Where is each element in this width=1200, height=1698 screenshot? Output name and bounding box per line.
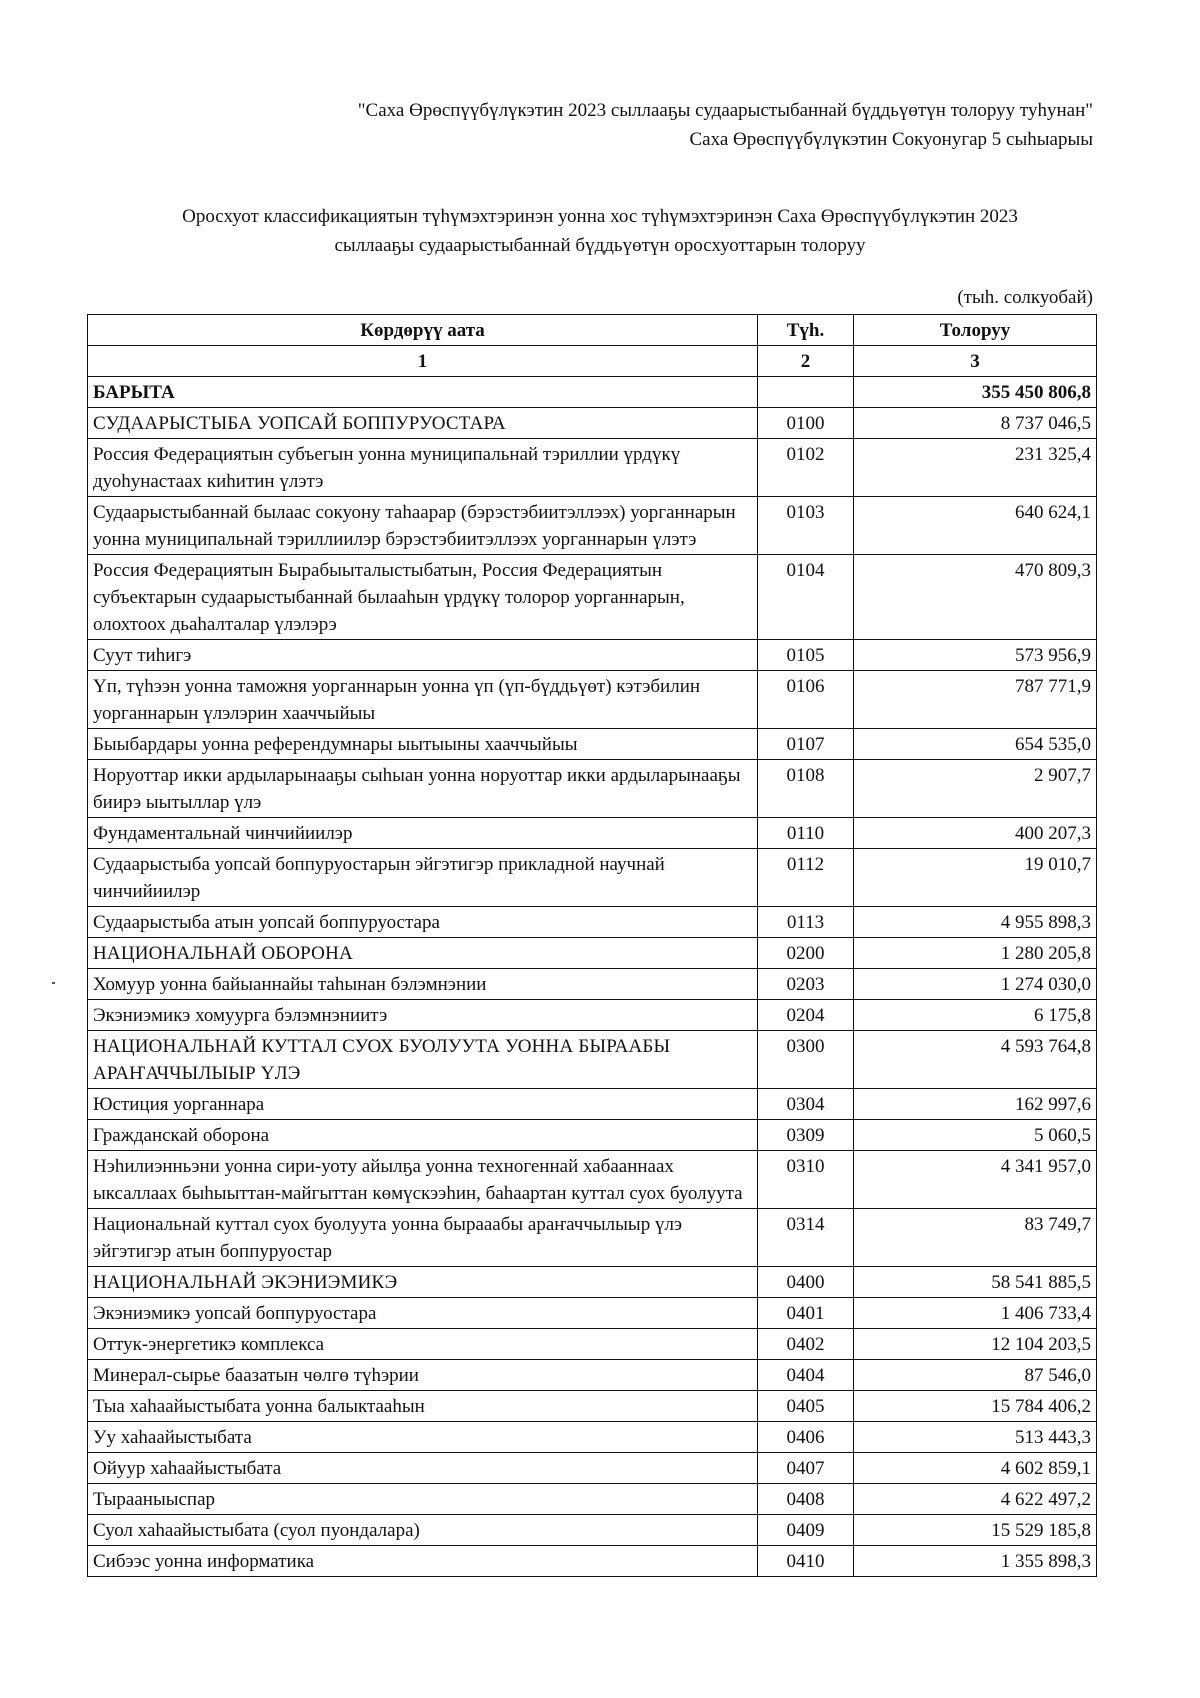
table-row [88, 1453, 1097, 1484]
row-value-cell: 162 997,6 [854, 1089, 1097, 1120]
table-header-row [88, 315, 1097, 346]
row-code-cell: 0100 [758, 408, 854, 439]
row-value-cell: 4 341 957,0 [854, 1151, 1097, 1209]
row-name-cell: Суол хаһаайыстыбата (суол пуондалара) [88, 1515, 758, 1546]
row-value-cell: 4 955 898,3 [854, 907, 1097, 938]
column-header-value: Толоруу [854, 315, 1097, 346]
row-name-cell: Хомуур уонна байыаннайы таһынан бэлэмнэнии [88, 969, 758, 1000]
row-value-cell: 400 207,3 [854, 818, 1097, 849]
table-row [88, 1422, 1097, 1453]
row-name-cell: СУДААРЫСТЫБА УОПСАЙ БОППУРУОСТАРА [88, 408, 758, 439]
row-value-cell: 573 956,9 [854, 640, 1097, 671]
table-row [88, 1089, 1097, 1120]
row-code-cell: 0102 [758, 439, 854, 497]
row-code-cell: 0409 [758, 1515, 854, 1546]
row-code-cell: 0314 [758, 1209, 854, 1267]
law-reference [358, 96, 1093, 154]
row-code-cell: 0310 [758, 1151, 854, 1209]
row-value-cell: 231 325,4 [854, 439, 1097, 497]
row-code-cell: 0200 [758, 938, 854, 969]
row-name-cell: Фундаментальнай чинчийиилэр [88, 818, 758, 849]
document-title [80, 202, 1120, 260]
row-code-cell: 0404 [758, 1360, 854, 1391]
row-value-cell: 1 280 205,8 [854, 938, 1097, 969]
row-value-cell: 83 749,7 [854, 1209, 1097, 1267]
row-value-cell: 6 175,8 [854, 1000, 1097, 1031]
row-value-cell: 640 624,1 [854, 497, 1097, 555]
row-name-cell: НАЦИОНАЛЬНАЙ ОБОРОНА [88, 938, 758, 969]
row-value-cell: 513 443,3 [854, 1422, 1097, 1453]
table-row [88, 1209, 1097, 1267]
row-value-cell: 15 529 185,8 [854, 1515, 1097, 1546]
row-name-cell: Оттук-энергетикэ комплекса [88, 1329, 758, 1360]
law-reference-line-1: "Саха Өрөспүүбүлүкэтин 2023 сыллааҕы судаарыстыбаннай бүддьүөтүн толоруу туһунан" [357, 100, 1093, 121]
row-code-cell: 0107 [758, 729, 854, 760]
row-code-cell: 0400 [758, 1267, 854, 1298]
table-row [88, 1546, 1097, 1577]
row-value-cell: 15 784 406,2 [854, 1391, 1097, 1422]
table-row [88, 640, 1097, 671]
row-value-cell: 470 809,3 [854, 555, 1097, 640]
row-code-cell: 0112 [758, 849, 854, 907]
row-name-cell: Судаарыстыба уопсай боппуруостарын эйгэтигэр прикладной научнай чинчийиилэр [88, 849, 758, 907]
row-code-cell: 0407 [758, 1453, 854, 1484]
row-code-cell: 0204 [758, 1000, 854, 1031]
row-value-cell: 8 737 046,5 [854, 408, 1097, 439]
row-code-cell: 0110 [758, 818, 854, 849]
row-name-cell: Судаарыстыбаннай былаас сокуону таһаарар (бэрэстэбиитэллээх) уорганнарын уонна муниципальнай тэриллиилэр бэрэстэбиитэллээх уорганнарын үлэтэ [88, 497, 758, 555]
table-row [88, 1484, 1097, 1515]
table-row [88, 969, 1097, 1000]
row-code-cell: 0406 [758, 1422, 854, 1453]
row-name-cell: НАЦИОНАЛЬНАЙ КУТТАЛ СУОХ БУОЛУУТА УОННА БЫРААБЫ АРАҤАЧЧЫЛЫЫР ҮЛЭ [88, 1031, 758, 1089]
table-row [88, 1515, 1097, 1546]
row-value-cell: 355 450 806,8 [854, 377, 1097, 408]
row-name-cell: Экэниэмикэ уопсай боппуруостара [88, 1298, 758, 1329]
row-name-cell: Норуоттар икки ардыларынааҕы сыһыан уонна норуоттар икки ардыларынааҕы биирэ ыытыллар үлэ [88, 760, 758, 818]
row-value-cell: 654 535,0 [854, 729, 1097, 760]
row-name-cell: Тыа хаһаайыстыбата уонна балыктааһын [88, 1391, 758, 1422]
table-row [88, 938, 1097, 969]
row-value-cell: 4 602 859,1 [854, 1453, 1097, 1484]
row-code-cell: 0105 [758, 640, 854, 671]
row-code-cell: 0304 [758, 1089, 854, 1120]
row-name-cell: Тырааныыспар [88, 1484, 758, 1515]
row-value-cell: 1 274 030,0 [854, 969, 1097, 1000]
table-row [88, 729, 1097, 760]
row-code-cell: 0106 [758, 671, 854, 729]
table-row [88, 1360, 1097, 1391]
row-code-cell [758, 377, 854, 408]
table-row [88, 1000, 1097, 1031]
table-row [88, 1267, 1097, 1298]
row-name-cell: БАРЫТА [88, 377, 758, 408]
row-name-cell: Россия Федерациятын субъегын уонна муниципальнай тэриллии үрдүкү дуоһунастаах киһитин үлэтэ [88, 439, 758, 497]
row-value-cell: 87 546,0 [854, 1360, 1097, 1391]
table-row [88, 849, 1097, 907]
row-code-cell: 0103 [758, 497, 854, 555]
table-row [88, 1031, 1097, 1089]
row-value-cell: 4 622 497,2 [854, 1484, 1097, 1515]
row-code-cell: 0402 [758, 1329, 854, 1360]
row-code-cell: 0408 [758, 1484, 854, 1515]
table-row [88, 1298, 1097, 1329]
row-value-cell: 12 104 203,5 [854, 1329, 1097, 1360]
row-name-cell: Нэһилиэнньэни уонна сири-уоту айылҕа уонна техногеннай хабааннаах ыксаллаах быһыыттан-майгыттан көмүскээһин, баһаартан куттал суох буолуута [88, 1151, 758, 1209]
row-name-cell: НАЦИОНАЛЬНАЙ ЭКЭНИЭМИКЭ [88, 1267, 758, 1298]
column-number-row [88, 346, 1097, 377]
row-name-cell: Судаарыстыба атын уопсай боппуруостара [88, 907, 758, 938]
row-code-cell: 0203 [758, 969, 854, 1000]
row-value-cell: 1 406 733,4 [854, 1298, 1097, 1329]
row-value-cell: 2 907,7 [854, 760, 1097, 818]
table-row [88, 1120, 1097, 1151]
document-title-line-1: Оросхуот классификациятын түһүмэхтэринэн уонна хос түһүмэхтэринэн Саха Өрөспүүбүлүкэтин 2023 [182, 206, 1018, 227]
row-value-cell: 4 593 764,8 [854, 1031, 1097, 1089]
row-value-cell: 58 541 885,5 [854, 1267, 1097, 1298]
row-code-cell: 0113 [758, 907, 854, 938]
budget-table-body [88, 377, 1097, 1577]
row-name-cell: Гражданскай оборона [88, 1120, 758, 1151]
row-code-cell: 0300 [758, 1031, 854, 1089]
table-row [88, 439, 1097, 497]
row-name-cell: Россия Федерациятын Бырабыыталыстыбатын, Россия Федерациятын субъектарын судаарыстыбаннай былааһын үрдүкү толорор уорганнарын, олохтоох дьаһалталар үлэлэрэ [88, 555, 758, 640]
table-row [88, 1391, 1097, 1422]
row-value-cell: 1 355 898,3 [854, 1546, 1097, 1577]
row-code-cell: 0104 [758, 555, 854, 640]
table-row [88, 377, 1097, 408]
document-title-line-2: сыллааҕы судаарыстыбаннай бүддьүөтүн оросхуоттарын толоруу [334, 235, 866, 256]
table-row [88, 760, 1097, 818]
row-name-cell: Сибээс уонна информатика [88, 1546, 758, 1577]
row-code-cell: 0405 [758, 1391, 854, 1422]
row-code-cell: 0309 [758, 1120, 854, 1151]
row-code-cell: 0401 [758, 1298, 854, 1329]
row-name-cell: Үп, түһээн уонна таможня уорганнарын уонна үп (үп-бүддьүөт) кэтэбилин уорганнарын үлэлэрин хааччыйыы [88, 671, 758, 729]
row-name-cell: Суут тиһигэ [88, 640, 758, 671]
units-label: (тыһ. солкуобай) [957, 287, 1093, 308]
table-row [88, 818, 1097, 849]
table-row [88, 497, 1097, 555]
column-header-code: Түһ. [758, 315, 854, 346]
scan-speck [52, 982, 55, 984]
row-name-cell: Уу хаһаайыстыбата [88, 1422, 758, 1453]
table-row [88, 1329, 1097, 1360]
column-header-name: Көрдөрүү аата [88, 315, 758, 346]
column-number-code: 2 [758, 346, 854, 377]
table-row [88, 1151, 1097, 1209]
column-number-value: 3 [854, 346, 1097, 377]
row-name-cell: Национальнай куттал суох буолуута уонна бырааабы араҥаччылыыр үлэ эйгэтигэр атын боппуруостар [88, 1209, 758, 1267]
table-row [88, 907, 1097, 938]
row-name-cell: Быыбардары уонна референдумнары ыытыыны хааччыйыы [88, 729, 758, 760]
table-row [88, 671, 1097, 729]
row-name-cell: Экэниэмикэ хомуурга бэлэмнэниитэ [88, 1000, 758, 1031]
row-code-cell: 0108 [758, 760, 854, 818]
row-value-cell: 5 060,5 [854, 1120, 1097, 1151]
column-number-name: 1 [88, 346, 758, 377]
row-name-cell: Ойуур хаһаайыстыбата [88, 1453, 758, 1484]
table-row [88, 555, 1097, 640]
budget-table [87, 314, 1097, 1577]
row-code-cell: 0410 [758, 1546, 854, 1577]
law-reference-line-2: Саха Өрөспүүбүлүкэтин Сокуонугар 5 сыһыарыы [689, 129, 1093, 150]
row-name-cell: Юстиция уорганнара [88, 1089, 758, 1120]
table-row [88, 408, 1097, 439]
row-name-cell: Минерал-сырье баазатын чөлгө түһэрии [88, 1360, 758, 1391]
row-value-cell: 19 010,7 [854, 849, 1097, 907]
row-value-cell: 787 771,9 [854, 671, 1097, 729]
